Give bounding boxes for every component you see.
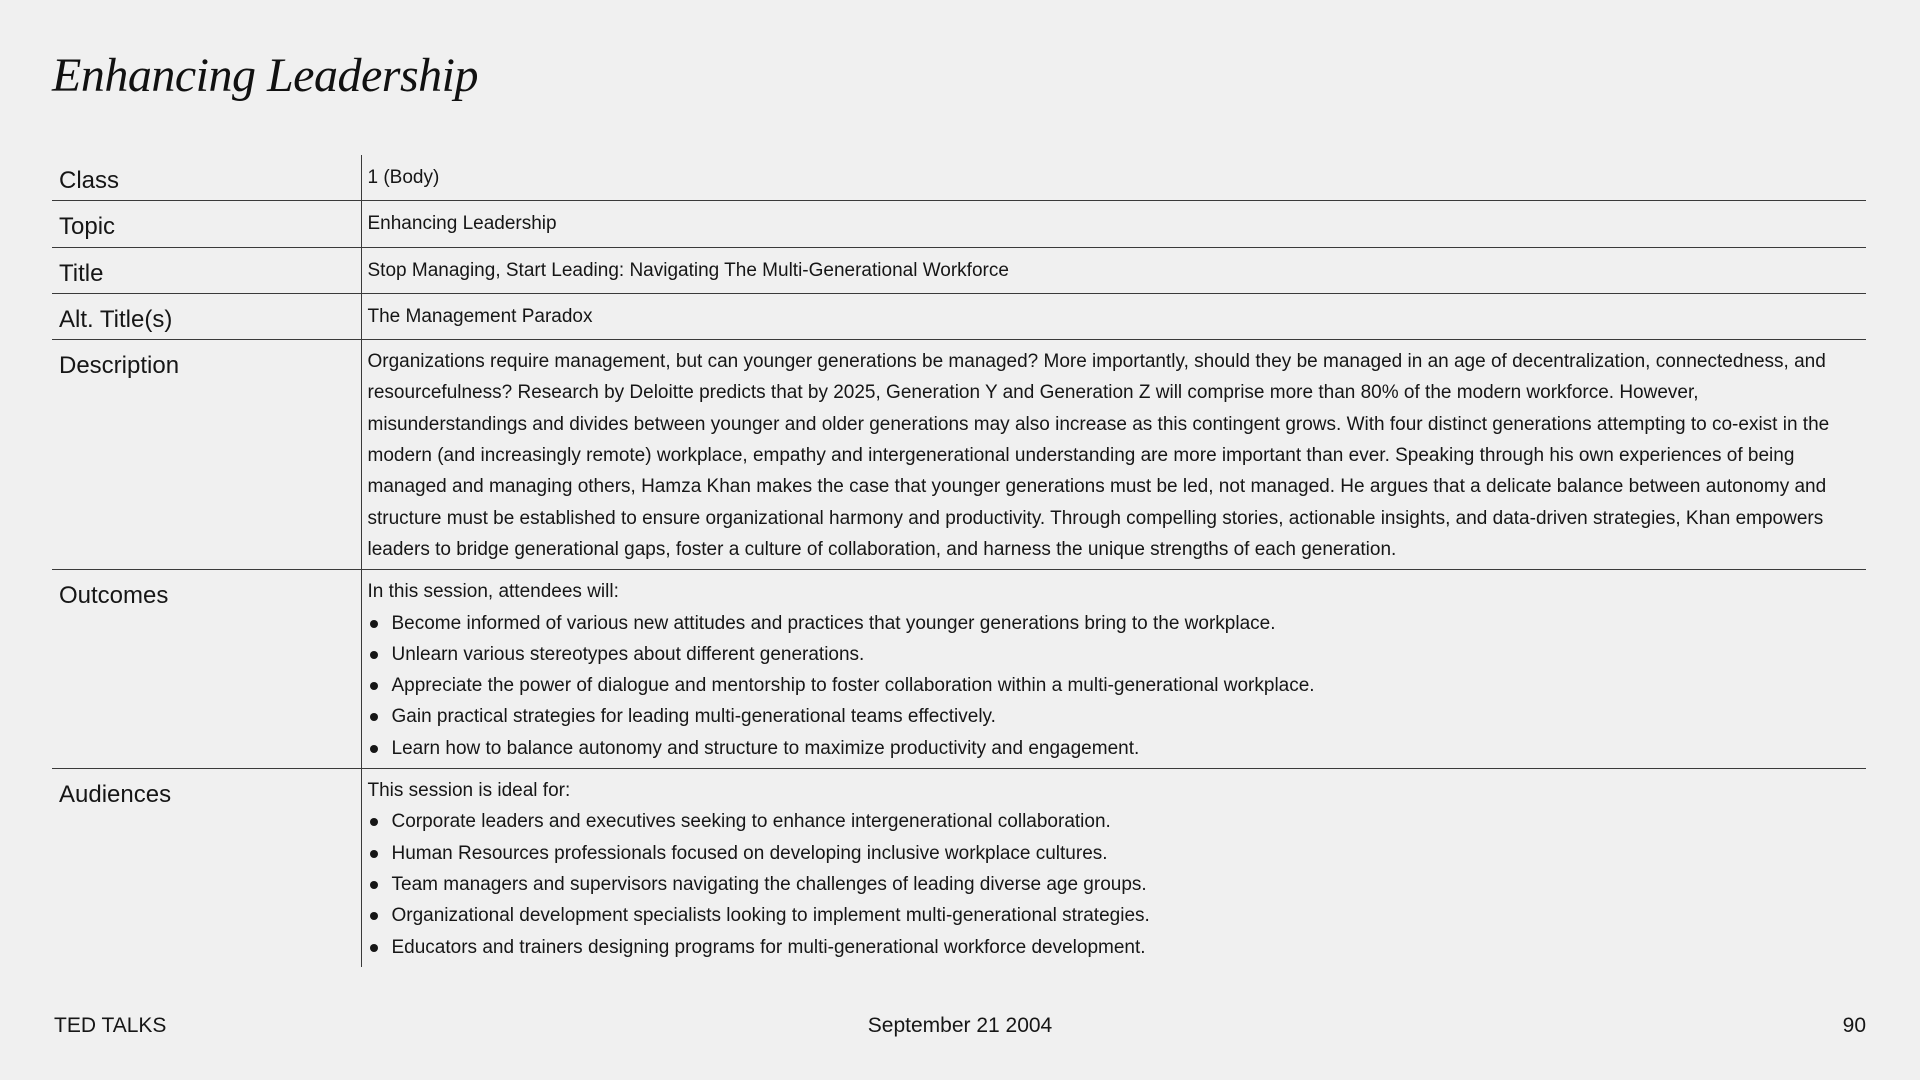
list-item: Become informed of various new attitudes and practices that younger generations bring to the workplace. (368, 608, 1863, 639)
footer-brand: TED TALKS (54, 1014, 167, 1037)
row-value-topic: Enhancing Leadership (361, 201, 1866, 247)
list-item: Unlearn various stereotypes about different generations. (368, 639, 1863, 670)
list-item: Appreciate the power of dialogue and mentorship to foster collaboration within a multi-generational workplace. (368, 670, 1863, 701)
row-value-audiences (361, 769, 1866, 967)
row-value-outcomes (361, 570, 1866, 769)
outcomes-intro: In this session, attendees will: (367, 581, 619, 603)
table-row-description (52, 340, 1866, 570)
row-value-description: Organizations require management, but can younger generations be managed? More importantly, should they be managed in an age of decentralization, connectedness, and resourcefulness? Research by Deloitte predicts that by 2025, Generation Y and Generation Z will comprise more than 80% of the modern workforce. However, misunderstandings and divides between younger and older generations may also increase as this contingent grows. With four distinct generations attempting to co-exist in the modern (and increasingly remote) workplace, empathy and intergenerational understanding are more important than ever. Speaking through his own experiences of being managed and managing others, Hamza Khan makes the case that younger generations must be led, not managed. He argues that a delicate balance between autonomy and structure must be established to ensure organizational harmony and productivity. Through compelling stories, actionable insights, and data-driven strategies, Khan empowers leaders to bridge generational gaps, foster a culture of collaboration, and harness the unique strengths of each generation. (361, 340, 1866, 570)
list-item: Human Resources professionals focused on developing inclusive workplace cultures. (368, 838, 1863, 869)
row-label-description: Description (52, 340, 361, 570)
list-item: Learn how to balance autonomy and structure to maximize productivity and engagement. (368, 733, 1863, 764)
row-label-alt-titles: Alt. Title(s) (52, 293, 361, 339)
row-label-topic: Topic (52, 201, 361, 247)
table-row-title (52, 247, 1866, 293)
row-value-class: 1 (Body) (361, 155, 1866, 201)
table-row-class (52, 155, 1866, 201)
table-row-topic (52, 201, 1866, 247)
row-label-outcomes: Outcomes (52, 570, 361, 769)
list-item: Organizational development specialists looking to implement multi-generational strategies. (368, 900, 1863, 931)
row-label-class: Class (59, 167, 120, 194)
row-label-audiences: Audiences (52, 769, 361, 967)
list-item: Corporate leaders and executives seeking to enhance intergenerational collaboration. (368, 806, 1863, 837)
row-value-title: Stop Managing, Start Leading: Navigating The Multi-Generational Workforce (361, 247, 1866, 293)
table-row-audiences (52, 769, 1866, 967)
page-title: Enhancing Leadership (52, 49, 478, 102)
row-label-title: Title (52, 247, 361, 293)
outcomes-list (368, 608, 1863, 764)
session-details-table (52, 155, 1866, 967)
footer-date: September 21 2004 (867, 1014, 1053, 1037)
list-item: Educators and trainers designing programs for multi-generational workforce development. (368, 932, 1863, 963)
audiences-list (368, 806, 1863, 962)
list-item: Team managers and supervisors navigating the challenges of leading diverse age groups. (368, 869, 1863, 900)
list-item: Gain practical strategies for leading multi-generational teams effectively. (368, 701, 1863, 732)
table-row-outcomes (52, 570, 1866, 769)
page-number: 90 (1842, 1014, 1866, 1037)
audiences-intro: This session is ideal for: (367, 780, 571, 802)
table-row-alt-titles (52, 293, 1866, 339)
row-value-alt-titles: The Management Paradox (361, 293, 1866, 339)
